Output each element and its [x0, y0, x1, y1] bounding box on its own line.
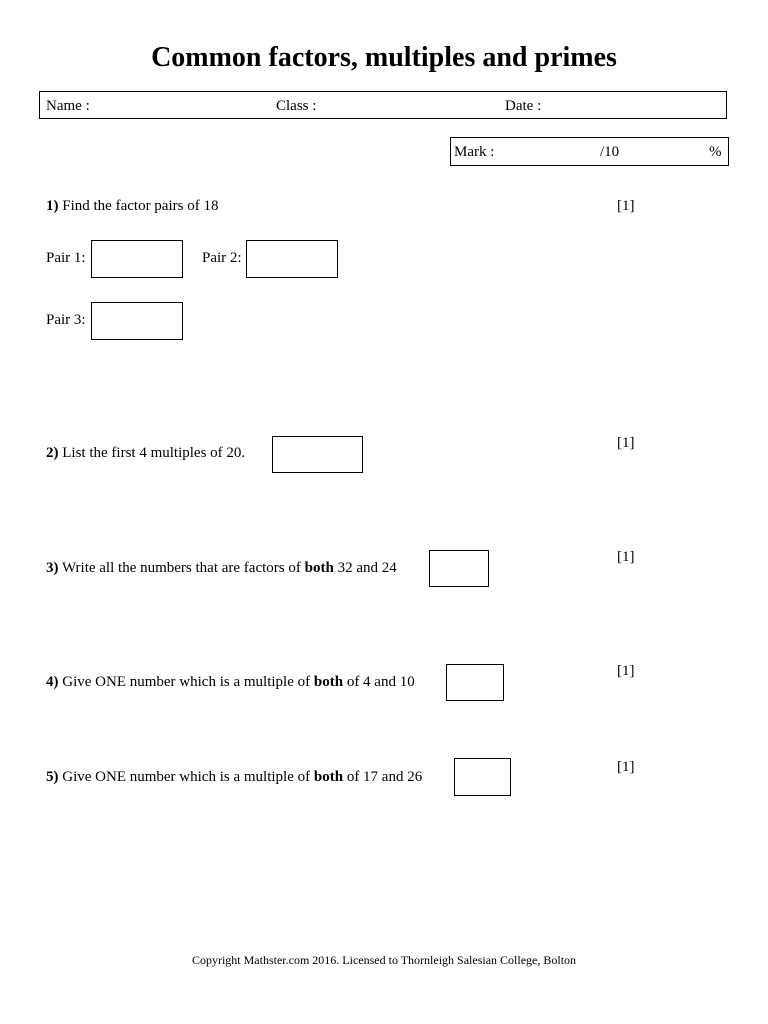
pair-2-answer-box[interactable]	[246, 240, 338, 278]
question-text-before: Give ONE number which is a multiple of	[62, 674, 311, 690]
question-3	[46, 560, 397, 577]
pair-1-answer-box[interactable]	[91, 240, 183, 278]
pair-3-label: Pair 3:	[46, 312, 86, 328]
question-text-before: Write all the numbers that are factors of	[61, 560, 301, 576]
class-label: Class :	[276, 98, 317, 114]
name-label: Name :	[46, 98, 90, 114]
mark-percent: %	[709, 144, 722, 160]
student-info-box	[39, 91, 727, 119]
question-text: Find the factor pairs of 18	[62, 198, 219, 214]
question-3-answer-box[interactable]	[429, 550, 489, 587]
pair-2-label: Pair 2:	[202, 250, 242, 266]
question-text-after: of 17 and 26	[346, 769, 423, 785]
page-title: Common factors, multiples and primes	[151, 42, 617, 73]
question-emphasis: both	[313, 674, 344, 690]
pair-3-answer-box[interactable]	[91, 302, 183, 340]
date-label: Date :	[505, 98, 542, 114]
question-number: 1)	[46, 198, 59, 214]
question-5	[46, 769, 422, 786]
question-number: 3)	[46, 560, 59, 576]
mark-box	[450, 137, 729, 166]
question-text-after: of 4 and 10	[346, 674, 415, 690]
question-number: 2)	[46, 445, 59, 461]
question-4	[46, 674, 415, 691]
question-1-marks: [1]	[617, 198, 635, 214]
question-emphasis: both	[313, 769, 344, 785]
question-2-answer-box[interactable]	[272, 436, 363, 473]
question-4-answer-box[interactable]	[446, 664, 504, 701]
mark-out-of: /10	[600, 144, 620, 160]
question-text-after: 32 and 24	[337, 560, 397, 576]
question-emphasis: both	[304, 560, 334, 576]
copyright-footer: Copyright Mathster.com 2016. Licensed to Thornleigh Salesian College, Bolton	[191, 953, 577, 967]
question-text: List the first 4 multiples of 20.	[62, 445, 246, 461]
mark-label: Mark :	[454, 144, 495, 160]
question-1	[46, 198, 218, 215]
question-number: 5)	[46, 769, 59, 785]
question-text-before: Give ONE number which is a multiple of	[62, 769, 311, 785]
question-3-marks: [1]	[617, 549, 635, 565]
question-5-marks: [1]	[617, 759, 635, 775]
question-2	[46, 445, 245, 462]
question-2-marks: [1]	[617, 435, 635, 451]
question-number: 4)	[46, 674, 59, 690]
question-4-marks: [1]	[617, 663, 635, 679]
pair-1-label: Pair 1:	[46, 250, 86, 266]
question-5-answer-box[interactable]	[454, 758, 511, 796]
